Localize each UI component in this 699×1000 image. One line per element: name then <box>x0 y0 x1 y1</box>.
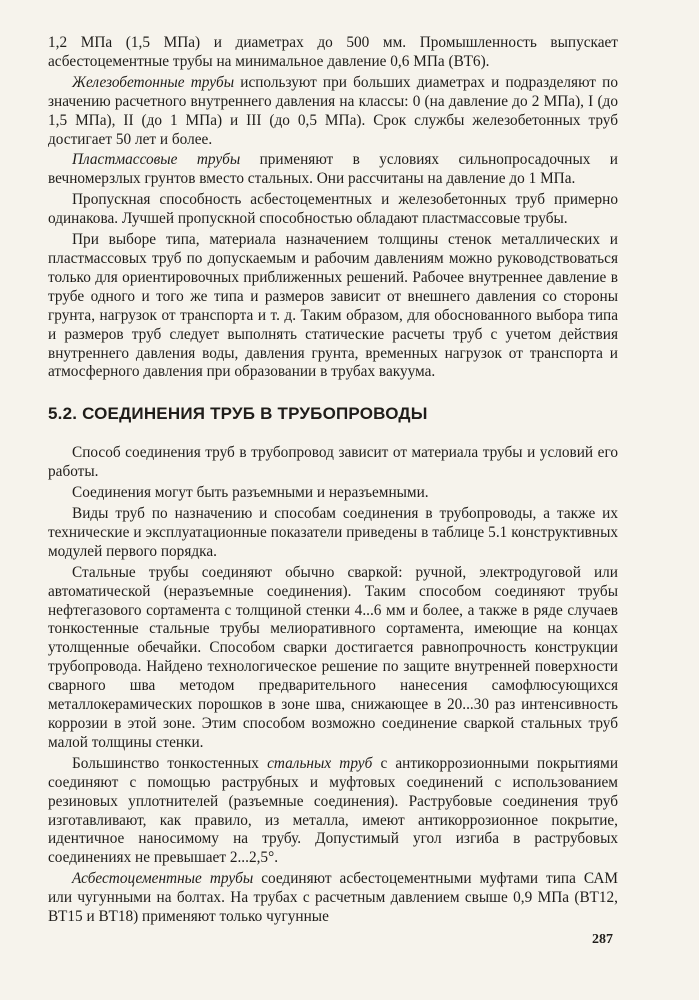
bottom-paragraph <box>48 755 618 868</box>
paragraph-text: Стальные трубы соединяют обычно сваркой: ручной, электродуговой или автоматической (неразъемные соединения). Таким способом соединяют трубы нефтегазового сортамента с толщиной стенки 4...6 мм и более, а также в ряде случаев тонкостенные стальные трубы мелиоративного сортамента, имеющие на концах утолщенные обечайки. Способом сварки достигается равнопрочность конструкции трубопровода. Найдено технологическое решение по защите внутренней поверхности сварного шва методом предварительного нанесения самофлюсующихся металлокерамических порошков в зоне шва, снижающее в 20...30 раз интенсивность коррозии в этой зоне. Этим способом возможно соединение сваркой стальных труб малой толщины стенки. <box>48 563 618 751</box>
top-paragraph <box>48 191 618 229</box>
bottom-paragraph <box>48 505 618 562</box>
paragraph-text: соединяют асбестоцементными муфтами типа САМ или чугунными на болтах. На трубах с расчетным давлением свыше 0,9 МПа (ВТ12, ВТ15 и ВТ18) применяют только чугунные <box>48 870 618 926</box>
top-paragraph <box>48 231 618 382</box>
paragraph-text: Виды труб по назначению и способам соединения в трубопроводы, а также их технические и эксплуатационные показатели приведены в таблице 5.1 конструктивных модулей первого порядка. <box>48 505 618 560</box>
italic-term: стальных труб <box>267 754 373 772</box>
italic-term: Железобетонные трубы <box>72 73 235 91</box>
bottom-paragraph <box>48 870 618 927</box>
paragraph-text: 1,2 МПа (1,5 МПа) и диаметрах до 500 мм. Промышленность выпускает асбестоцементные трубы на минимальное давление 0,6 МПа (ВТ6). <box>48 34 618 70</box>
paragraph-text: Соединения могут быть разъемными и неразъемными. <box>72 484 429 502</box>
document-page <box>48 34 618 927</box>
bottom-paragraph <box>48 444 618 482</box>
paragraph-text: используют при больших диаметрах и подразделяют по значению расчетного внутреннего давления на классы: 0 (на давление до 2 МПа), I (до 1,5 МПа), II (до 1 МПа) и III (до 0,5 МПа). Срок службы железобетонных труб достигает 50 лет и более. <box>48 73 618 148</box>
paragraph-text: Способ соединения труб в трубопровод зависит от материала трубы и условий его работы. <box>48 444 618 481</box>
page-number: 287 <box>592 932 613 947</box>
italic-term: Пластмассовые трубы <box>72 151 241 169</box>
bottom-paragraph <box>48 564 618 753</box>
section-heading: 5.2. СОЕДИНЕНИЯ ТРУБ В ТРУБОПРОВОДЫ <box>48 404 428 424</box>
italic-term: Асбестоцементные трубы <box>72 870 254 888</box>
text-block-bottom <box>48 444 618 927</box>
top-paragraph <box>48 74 618 150</box>
text-block-top <box>48 34 618 382</box>
bottom-paragraph <box>48 484 618 503</box>
paragraph-text: Большинство тонкостенных <box>72 754 268 772</box>
paragraph-text: с антикоррозионными покрытиями соединяют с помощью раструбных и муфтовых соединений с использованием резиновых уплотнителей (разъемные соединения). Раструбовые соединения труб изготавливают, как правило, из металла, имеют антикоррозионное покрытие, идентичное наносимому на трубу. Допустимый угол изгиба в раструбовых соединениях не превышает 2...2,5°. <box>48 754 619 867</box>
top-paragraph <box>48 151 618 189</box>
paragraph-text: применяют в условиях сильнопросадочных и вечномерзлых грунтов вместо стальных. Они рассчитаны на давление до 1 МПа. <box>48 151 618 188</box>
paragraph-text: При выборе типа, материала назначением толщины стенок металлических и пластмассовых труб по допускаемым и рабочим давлениям можно руководствоваться только для ориентировочных приближенных решений. Рабочее внутреннее давление в трубе одного и того же типа и размеров зависит от внешнего давления со стороны грунта, нагрузок от транспорта и т. д. Таким образом, для обоснованного выбора типа и размеров труб следует выполнять статические расчеты труб с учетом действия внутреннего давления воды, давления грунта, временных нагрузок от транспорта и атмосферного давления при образовании в трубах вакуума. <box>48 231 618 381</box>
paragraph-text: Пропускная способность асбестоцементных и железобетонных труб примерно одинакова. Лучшей пропускной способностью обладают пластмассовые трубы. <box>48 191 618 228</box>
top-paragraph <box>48 34 618 72</box>
